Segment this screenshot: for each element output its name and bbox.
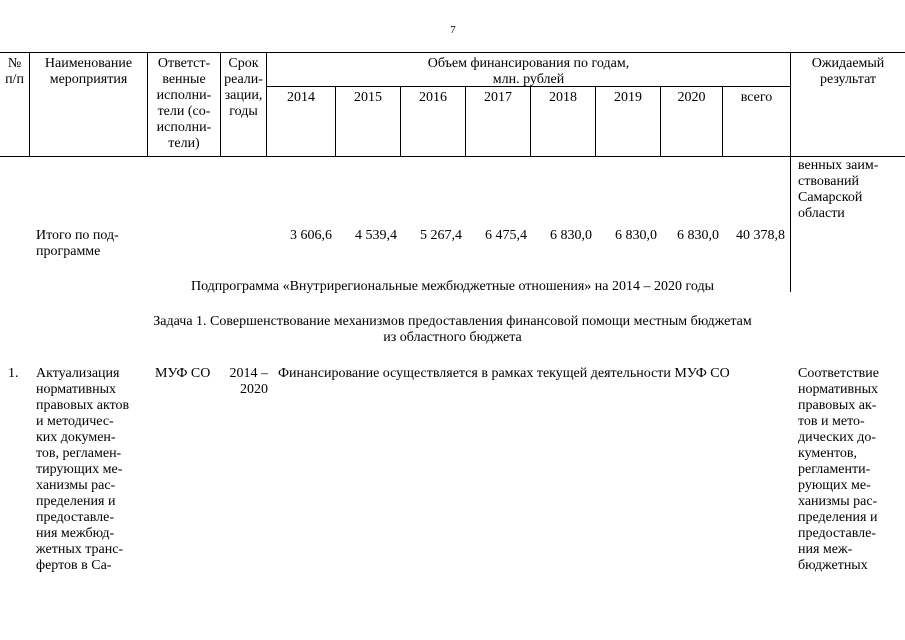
row-name-line: и методичес- (36, 414, 114, 429)
row-name-line: Актуализация (36, 366, 120, 381)
task-title: Задача 1. Совершенствование механизмов предоставления финансовой помощи местным бюджетам из областного бюджета (153, 314, 752, 345)
total-value: 6 830,0 (550, 228, 592, 243)
row-result-line: тов и мето- (798, 414, 865, 429)
total-value: 6 830,0 (677, 228, 719, 243)
row-name-line: правовых актов (36, 398, 130, 413)
header-col-executors: Ответст- венные исполни- тели (со- исполни- тели) (156, 56, 212, 151)
row-name-line: ких докумен- (36, 430, 116, 445)
row-name-line: предоставле- (36, 510, 114, 525)
row-name-line: фертов в Са- (36, 558, 112, 573)
row-number: 1. (8, 366, 19, 381)
row-name-line: жетных транс- (36, 542, 124, 557)
total-value: 4 539,4 (355, 228, 397, 243)
row-result-cell (798, 366, 898, 574)
row-result-line: ния меж- (798, 542, 853, 557)
header-col-result: Ожидаемый результат (811, 56, 885, 87)
total-value: 6 475,4 (485, 228, 527, 243)
row-result-line: правовых ак- (798, 398, 877, 413)
header-year: 2014 (287, 90, 315, 105)
row-result-line: бюджетных (798, 558, 868, 573)
row-result-line: кументов, (798, 446, 858, 461)
row-executor: МУФ СО (155, 366, 211, 381)
header-col-term: Срок реали- зации, годы (224, 56, 263, 119)
header-year: 2018 (549, 90, 577, 105)
header-year: 2019 (614, 90, 642, 105)
col-divider-result (790, 52, 791, 292)
row-result-line: пределения и (798, 510, 878, 525)
total-value-sum: 40 378,8 (736, 228, 785, 243)
header-year-total: всего (740, 90, 773, 105)
row-result-line: регламенти- (798, 462, 871, 477)
row-result-line: нормативных (798, 382, 879, 397)
header-col-name: Наименование мероприятия (44, 56, 133, 87)
header-col-number: № п/п (5, 56, 24, 87)
header-year: 2017 (484, 90, 512, 105)
row-name-line: нормативных (36, 382, 117, 397)
row-name-line: тов, регламен- (36, 446, 122, 461)
header-col-funding: Объем финансирования по годам, млн. рублей (427, 56, 630, 87)
header-bottom-rule (0, 156, 905, 157)
row-result-line: Соответствие (798, 366, 879, 381)
subprogram-title: Подпрограмма «Внутрирегиональные межбюджетные отношения» на 2014 – 2020 годы (190, 279, 715, 294)
row-result-line: рующих ме- (798, 478, 871, 493)
row-result-line: дических до- (798, 430, 877, 445)
header-year: 2015 (354, 90, 382, 105)
header-top-rule (0, 52, 905, 53)
total-row-label: Итого по под- программе (36, 228, 119, 259)
header-year: 2016 (419, 90, 447, 105)
page-number: 7 (450, 24, 456, 36)
row-result-line: предоставле- (798, 526, 876, 541)
result-continuation: венных заим- ствований Самарской области (798, 158, 879, 221)
row-term: 2014 – 2020 (229, 366, 268, 397)
header-year: 2020 (677, 90, 706, 105)
total-value: 6 830,0 (615, 228, 657, 243)
row-name-line: ханизмы рас- (36, 478, 116, 493)
row-name-line: пределения и (36, 494, 116, 509)
row-name-line: тирующих ме- (36, 462, 123, 477)
row-name-cell (36, 366, 144, 574)
row-result-line: ханизмы рас- (798, 494, 878, 509)
row-funding-note: Финансирование осуществляется в рамках текущей деятельности МУФ СО (278, 366, 730, 381)
total-value: 3 606,6 (290, 228, 332, 243)
total-value: 5 267,4 (420, 228, 462, 243)
row-name-line: ния межбюд- (36, 526, 115, 541)
